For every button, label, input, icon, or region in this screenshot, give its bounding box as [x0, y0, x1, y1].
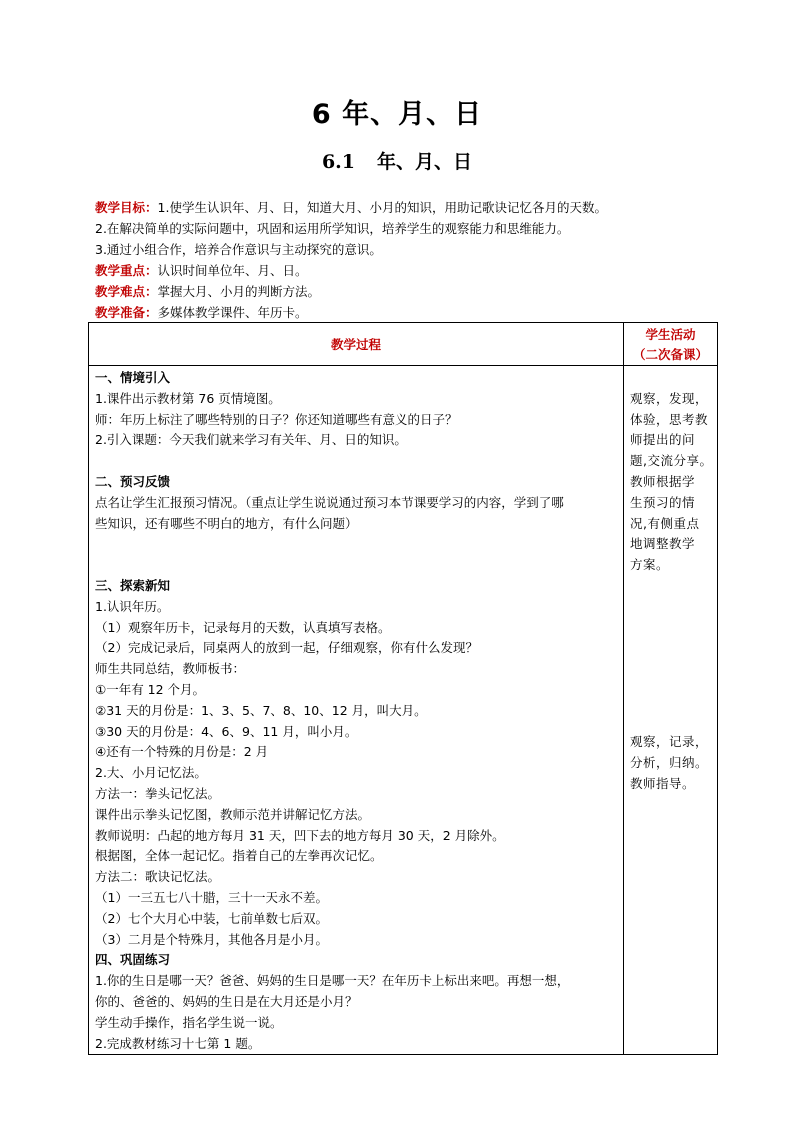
table-header-row — [89, 323, 718, 366]
section-title: 年、月、日 — [377, 151, 473, 173]
activity-line: 观察，记录， — [630, 733, 709, 749]
lesson-intro — [95, 197, 735, 323]
section-subtitle — [0, 147, 794, 174]
goal-label: 教学目标： — [95, 200, 158, 215]
goal-line-2: 2.在解决简单的实际问题中，巩固和运用所学知识，培养学生的观察能力和思维能力。 — [95, 221, 570, 236]
key-point-label: 教学重点： — [95, 263, 158, 278]
header-teaching-process: 教学过程 — [89, 323, 624, 366]
header-student-activity-line-2: （二次备课） — [632, 347, 708, 362]
process-line: 方法一：拳头记忆法。 — [95, 785, 221, 801]
process-line: 2.大、小月记忆法。 — [95, 765, 207, 781]
process-line: 1.你的生日是哪一天？爸爸、妈妈的生日是哪一天？在年历卡上标出来吧。再想一想， — [95, 973, 570, 989]
process-line: ①一年有 12 个月。 — [95, 681, 206, 697]
process-line: ②31 天的月份是：1、3、5、7、8、10、12 月，叫大月。 — [95, 702, 427, 718]
process-line: ④还有一个特殊的月份是：2 月 — [95, 744, 269, 760]
process-line: 方法二：歌诀记忆法。 — [95, 869, 221, 885]
goal-line — [95, 197, 735, 218]
process-line: 教师说明：凸起的地方每月 31 天，凹下去的地方每月 30 天，2 月除外。 — [95, 827, 505, 843]
section-heading: 四、巩固练习 — [95, 952, 171, 968]
activity-line: 教师指导。 — [630, 775, 696, 791]
activity-line: 分析，归纳。 — [630, 754, 709, 770]
process-line: 些知识，还有哪些不明白的地方，有什么问题） — [95, 515, 358, 531]
process-line: 你的、爸爸的、妈妈的生日是在大月还是小月？ — [95, 993, 358, 1009]
activity-line: 观察，发现， — [630, 390, 709, 406]
header-student-activity-line-1: 学生活动 — [645, 327, 696, 342]
difficulty-line — [95, 281, 735, 302]
key-point-line — [95, 260, 735, 281]
goal-text: 1.使学生认识年、月、日，知道大月、小月的知识，用助记歌诀记忆各月的天数。 — [157, 200, 607, 215]
process-line: 点名让学生汇报预习情况。（重点让学生说说通过预习本节课要学习的内容，学到了哪 — [95, 494, 564, 510]
activity-line: 方案。 — [630, 557, 670, 573]
activity-line: 师提出的问 — [630, 432, 696, 448]
section-heading: 二、预习反馈 — [95, 473, 171, 489]
activity-line: 生预习的情 — [630, 494, 696, 510]
activity-line: 况,有侧重点 — [630, 515, 700, 531]
process-line: 师生共同总结，教师板书： — [95, 661, 246, 677]
process-line — [95, 451, 617, 472]
process-line: （1）观察年历卡，记录每月的天数，认真填写表格。 — [95, 619, 391, 635]
process-line: 2.引入课题：今天我们就来学习有关年、月、日的知识。 — [95, 432, 407, 448]
key-point-text: 认识时间单位年、月、日。 — [157, 263, 308, 278]
process-line: 1.课件出示教材第 76 页情境图。 — [95, 390, 281, 406]
activity-line: 体验，思考教 — [630, 411, 709, 427]
lesson-plan-table — [88, 322, 718, 1055]
activity-line: 题,交流分享。 — [630, 453, 713, 469]
teaching-process-lines — [95, 368, 617, 1054]
section-heading: 一、情境引入 — [95, 370, 171, 385]
preparation-label: 教学准备： — [95, 305, 158, 320]
process-line: 2.完成教材练习十七第 1 题。 — [95, 1035, 261, 1051]
preparation-text: 多媒体教学课件、年历卡。 — [157, 305, 308, 320]
student-activity-block-1 — [630, 368, 713, 576]
difficulty-label: 教学难点： — [95, 284, 158, 299]
process-line — [95, 534, 617, 555]
process-line: （3）二月是个特殊月，其他各月是小月。 — [95, 931, 328, 947]
student-activity-cell — [624, 366, 718, 1055]
student-activity-block-2 — [630, 732, 713, 794]
page-title: 6 年、月、日 — [311, 99, 483, 130]
section-heading: 三、探索新知 — [95, 577, 171, 593]
process-line: 课件出示拳头记忆图，教师示范并讲解记忆方法。 — [95, 806, 371, 822]
table-body-row — [89, 366, 718, 1055]
difficulty-text: 掌握大月、小月的判断方法。 — [157, 284, 321, 299]
teaching-process-cell — [89, 366, 624, 1055]
process-line: 师：年历上标注了哪些特别的日子？你还知道哪些有意义的日子？ — [95, 411, 458, 427]
process-line: ③30 天的月份是：4、6、9、11 月，叫小月。 — [95, 723, 358, 739]
process-line: （2）七个大月心中装，七前单数七后双。 — [95, 910, 328, 926]
process-line: （1）一三五七八十腊，三十一天永不差。 — [95, 889, 328, 905]
process-line: （2）完成记录后，同桌两人的放到一起，仔细观察，你有什么发现？ — [95, 640, 478, 656]
activity-line: 地调整教学 — [630, 536, 696, 552]
process-line — [95, 555, 617, 576]
header-student-activity — [624, 323, 718, 366]
process-line: 学生动手操作，指名学生说一说。 — [95, 1014, 283, 1030]
section-number: 6.1 — [321, 151, 356, 173]
preparation-line — [95, 302, 735, 323]
process-line: 根据图，全体一起记忆。指着自己的左拳再次记忆。 — [95, 848, 383, 864]
activity-line: 教师根据学 — [630, 473, 696, 489]
goal-line-3: 3.通过小组合作，培养合作意识与主动探究的意识。 — [95, 242, 382, 257]
process-line: 1.认识年历。 — [95, 598, 170, 614]
